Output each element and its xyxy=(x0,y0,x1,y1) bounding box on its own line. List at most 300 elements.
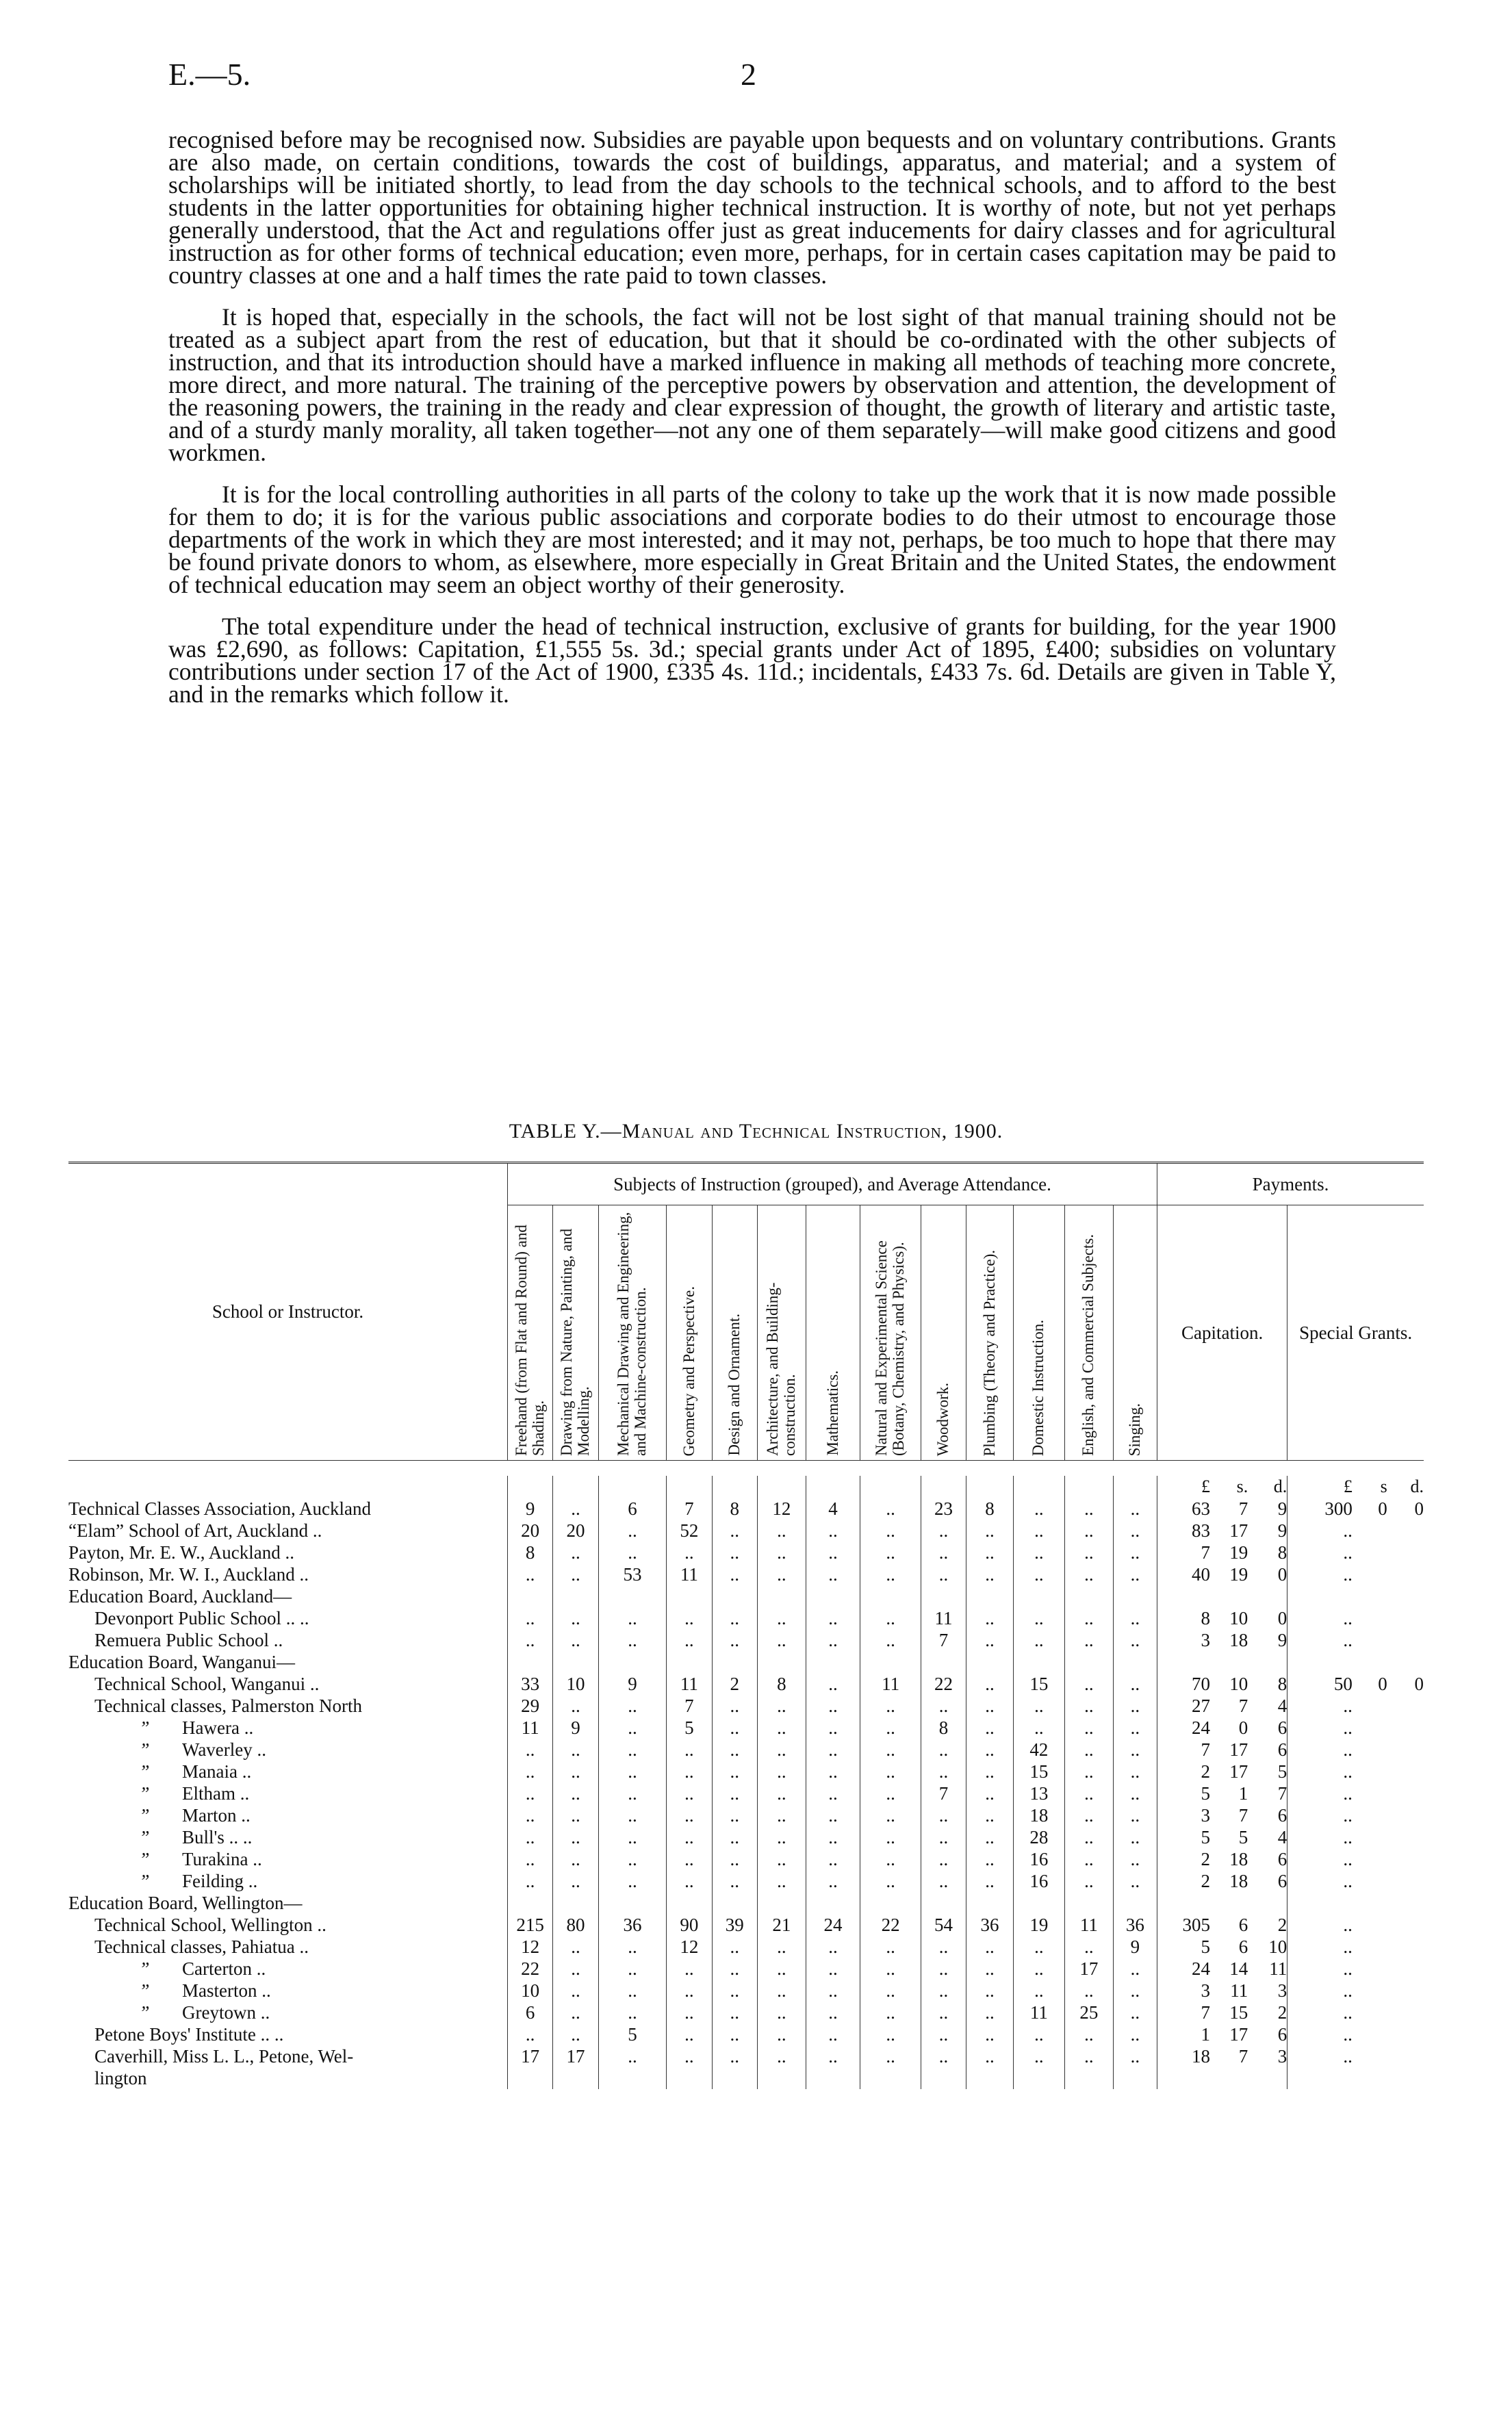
attendance-cell: .. xyxy=(757,1782,806,1804)
table-row xyxy=(68,2002,1424,2023)
special-grant-cell: .. xyxy=(1287,2023,1353,2045)
attendance-cell xyxy=(1064,1651,1113,1673)
attendance-cell: .. xyxy=(806,1848,860,1870)
attendance-cell: .. xyxy=(1064,1695,1113,1717)
table-row xyxy=(68,1651,1424,1673)
special-grants-header: Special Grants. xyxy=(1287,1205,1424,1461)
attendance-cell: .. xyxy=(712,1739,757,1761)
attendance-cell: .. xyxy=(553,1739,598,1761)
capitation-cell xyxy=(1248,1585,1287,1607)
special-grant-cell xyxy=(1353,1958,1387,1980)
capitation-cell: 5 xyxy=(1277,1761,1287,1782)
attendance-cell: .. xyxy=(712,1958,757,1980)
capitation-cell xyxy=(1210,2067,1248,2089)
subject-header-label: Singing. xyxy=(1125,1403,1143,1456)
document-reference: E.—5. xyxy=(168,57,251,92)
attendance-cell: .. xyxy=(806,1717,860,1739)
school-name: Payton, Mr. E. W., Auckland .. xyxy=(68,1542,294,1563)
capitation-cell: 2 xyxy=(1157,1870,1210,1892)
attendance-cell: .. xyxy=(966,1804,1014,1826)
ditto-mark: ” xyxy=(139,1958,150,1979)
attendance-cell: .. xyxy=(757,2045,806,2067)
attendance-cell: .. xyxy=(966,1542,1014,1563)
capitation-cell: 3 xyxy=(1157,1629,1210,1651)
special-grant-cell xyxy=(1353,1651,1387,1673)
attendance-cell xyxy=(921,1585,966,1607)
attendance-cell xyxy=(1064,1892,1113,1914)
attendance-cell: .. xyxy=(507,1848,552,1870)
attendance-cell: 9 xyxy=(598,1673,667,1695)
capitation-cell: 2 xyxy=(1157,1761,1210,1782)
unit-label: £ xyxy=(1157,1476,1210,1498)
attendance-cell: .. xyxy=(1013,1542,1064,1563)
attendance-cell: 8 xyxy=(757,1673,806,1695)
attendance-cell: .. xyxy=(667,2002,712,2023)
attendance-cell: .. xyxy=(598,1607,667,1629)
special-grant-cell xyxy=(1387,1761,1424,1782)
attendance-cell: .. xyxy=(1113,1870,1157,1892)
special-grant-cell: .. xyxy=(1287,1542,1353,1563)
capitation-cell: 8 xyxy=(1277,1673,1287,1694)
attendance-cell: 21 xyxy=(757,1914,806,1936)
attendance-cell: .. xyxy=(966,1629,1014,1651)
attendance-cell xyxy=(598,1651,667,1673)
capitation-cell: 6 xyxy=(1277,1804,1287,1826)
attendance-cell xyxy=(507,1585,552,1607)
special-grant-cell xyxy=(1387,1958,1424,1980)
attendance-cell: .. xyxy=(966,1673,1014,1695)
attendance-cell: .. xyxy=(1013,1498,1064,1520)
capitation-cell: 7 xyxy=(1238,1804,1248,1826)
attendance-cell: .. xyxy=(667,1804,712,1826)
special-grant-cell: 0 xyxy=(1414,1673,1424,1694)
special-grant-cell: .. xyxy=(1287,1761,1353,1782)
attendance-cell: .. xyxy=(860,1542,921,1563)
special-grant-cell xyxy=(1353,1980,1387,2002)
school-name: Remuera Public School .. xyxy=(94,1629,283,1650)
attendance-cell: .. xyxy=(757,2023,806,2045)
attendance-cell: .. xyxy=(712,1870,757,1892)
attendance-cell: 80 xyxy=(553,1914,598,1936)
special-grant-cell xyxy=(1353,1826,1387,1848)
attendance-cell: .. xyxy=(1113,1804,1157,1826)
attendance-cell: .. xyxy=(1113,1739,1157,1761)
attendance-cell: .. xyxy=(553,1958,598,1980)
ditto-mark: ” xyxy=(139,1826,150,1847)
attendance-cell: .. xyxy=(806,1826,860,1848)
attendance-cell: 215 xyxy=(507,1914,552,1936)
special-grant-cell xyxy=(1353,1848,1387,1870)
capitation-cell: 5 xyxy=(1157,1826,1210,1848)
attendance-cell: .. xyxy=(1064,1520,1113,1542)
special-grant-cell: .. xyxy=(1287,1826,1353,1848)
attendance-cell xyxy=(553,1651,598,1673)
school-name-cell xyxy=(68,2067,507,2089)
capitation-cell: 1 xyxy=(1157,2023,1210,2045)
attendance-cell xyxy=(757,1585,806,1607)
special-grant-cell xyxy=(1353,1520,1387,1542)
attendance-cell: .. xyxy=(966,1739,1014,1761)
special-grant-cell: .. xyxy=(1287,2002,1353,2023)
capitation-cell xyxy=(1210,1585,1248,1607)
special-grant-cell xyxy=(1353,2023,1387,2045)
school-name-cell xyxy=(68,1914,507,1936)
capitation-cell: 2 xyxy=(1277,2002,1287,2023)
capitation-cell: 11 xyxy=(1230,1980,1248,2001)
school-name: Petone Boys' Institute .. .. xyxy=(94,2023,284,2045)
attendance-cell: .. xyxy=(1064,2023,1113,2045)
special-grant-cell: .. xyxy=(1287,1739,1353,1761)
attendance-cell: .. xyxy=(921,1870,966,1892)
special-grant-cell: .. xyxy=(1287,1980,1353,2002)
attendance-cell: .. xyxy=(1013,1717,1064,1739)
subject-header xyxy=(921,1205,966,1461)
attendance-cell: .. xyxy=(860,1629,921,1651)
attendance-cell: .. xyxy=(598,1848,667,1870)
capitation-cell: 6 xyxy=(1277,1717,1287,1738)
attendance-cell: .. xyxy=(921,2023,966,2045)
attendance-cell: .. xyxy=(860,2023,921,2045)
table-row xyxy=(68,1761,1424,1782)
school-name-cell xyxy=(68,1520,507,1542)
attendance-cell xyxy=(1113,2067,1157,2089)
attendance-cell: 36 xyxy=(1113,1914,1157,1936)
attendance-cell xyxy=(860,1585,921,1607)
attendance-cell: .. xyxy=(1064,1980,1113,2002)
capitation-cell: 18 xyxy=(1229,1848,1248,1869)
page-header xyxy=(0,56,1512,97)
attendance-cell: 39 xyxy=(712,1914,757,1936)
capitation-cell: 27 xyxy=(1157,1695,1210,1717)
ditto-mark: ” xyxy=(139,1980,150,2001)
attendance-cell xyxy=(712,1892,757,1914)
attendance-cell: .. xyxy=(712,1695,757,1717)
attendance-cell: .. xyxy=(806,2002,860,2023)
subject-header-label: Natural and Experimental Science (Botany, Chemistry, and Physics). xyxy=(873,1240,908,1456)
attendance-cell: .. xyxy=(598,1629,667,1651)
attendance-cell: 11 xyxy=(507,1717,552,1739)
attendance-cell: 4 xyxy=(806,1498,860,1520)
attendance-cell: .. xyxy=(1113,1607,1157,1629)
attendance-cell: .. xyxy=(712,1629,757,1651)
attendance-cell: 36 xyxy=(598,1914,667,1936)
subject-header-label: Mathematics. xyxy=(823,1370,841,1456)
special-grant-cell xyxy=(1287,2067,1353,2089)
attendance-cell: 11 xyxy=(921,1607,966,1629)
capitation-cell xyxy=(1210,1651,1248,1673)
attendance-cell: .. xyxy=(712,2045,757,2067)
attendance-cell: .. xyxy=(757,1804,806,1826)
attendance-cell xyxy=(1113,1651,1157,1673)
school-name: Education Board, Auckland— xyxy=(68,1585,292,1607)
attendance-cell: .. xyxy=(1064,1607,1113,1629)
attendance-cell xyxy=(860,1892,921,1914)
school-name-cell xyxy=(68,1607,507,1629)
special-grant-cell xyxy=(1287,1651,1353,1673)
capitation-cell: 17 xyxy=(1229,1739,1248,1760)
capitation-cell xyxy=(1210,1892,1248,1914)
attendance-cell xyxy=(507,1651,552,1673)
table-row xyxy=(68,1563,1424,1585)
attendance-cell: 17 xyxy=(507,2045,552,2067)
capitation-cell: 2 xyxy=(1157,1848,1210,1870)
attendance-cell: .. xyxy=(667,1826,712,1848)
capitation-cell: 6 xyxy=(1277,2023,1287,2045)
attendance-cell: .. xyxy=(806,1629,860,1651)
special-grant-cell: .. xyxy=(1287,1695,1353,1717)
school-name: Education Board, Wanganui— xyxy=(68,1651,296,1672)
capitation-cell: 7 xyxy=(1157,1739,1210,1761)
table-row xyxy=(68,1848,1424,1870)
unit-label: s xyxy=(1380,1476,1387,1496)
attendance-cell: .. xyxy=(860,1563,921,1585)
attendance-cell: 19 xyxy=(1013,1914,1064,1936)
attendance-cell: 25 xyxy=(1064,2002,1113,2023)
attendance-cell xyxy=(860,2067,921,2089)
attendance-cell: .. xyxy=(667,1870,712,1892)
attendance-cell: 16 xyxy=(1013,1870,1064,1892)
attendance-cell: .. xyxy=(1113,1520,1157,1542)
attendance-cell: .. xyxy=(757,1848,806,1870)
table-row xyxy=(68,1892,1424,1914)
school-name-cell xyxy=(68,1782,507,1804)
attendance-cell: .. xyxy=(860,2045,921,2067)
attendance-cell: .. xyxy=(712,1782,757,1804)
attendance-cell: .. xyxy=(1064,1673,1113,1695)
capitation-cell: 4 xyxy=(1277,1826,1287,1847)
attendance-cell xyxy=(921,1892,966,1914)
attendance-cell: .. xyxy=(806,1520,860,1542)
attendance-cell: .. xyxy=(757,1695,806,1717)
school-name-cell xyxy=(68,1717,507,1739)
special-grant-cell xyxy=(1353,2067,1387,2089)
attendance-cell: .. xyxy=(1064,1870,1113,1892)
special-grant-cell: .. xyxy=(1287,1936,1353,1958)
school-name-cell xyxy=(68,1870,507,1892)
attendance-cell: .. xyxy=(806,1936,860,1958)
school-name: Bull's .. .. xyxy=(182,1826,253,1847)
special-grant-cell xyxy=(1353,1542,1387,1563)
attendance-cell xyxy=(1013,1892,1064,1914)
attendance-cell: .. xyxy=(712,1848,757,1870)
attendance-cell: .. xyxy=(860,1958,921,1980)
attendance-cell: .. xyxy=(712,1717,757,1739)
special-grant-cell: 0 xyxy=(1414,1498,1424,1519)
capitation-cell xyxy=(1157,1892,1210,1914)
capitation-cell: 8 xyxy=(1277,1542,1287,1563)
attendance-cell: .. xyxy=(1013,2045,1064,2067)
capitation-cell: 0 xyxy=(1277,1563,1287,1585)
attendance-cell: 8 xyxy=(966,1498,1014,1520)
attendance-cell: .. xyxy=(1113,2023,1157,2045)
capitation-cell xyxy=(1157,1651,1210,1673)
attendance-cell: .. xyxy=(667,2045,712,2067)
special-grant-cell xyxy=(1387,1980,1424,2002)
attendance-cell: 8 xyxy=(921,1717,966,1739)
attendance-cell xyxy=(921,2067,966,2089)
table-y xyxy=(68,1162,1424,2089)
attendance-cell: .. xyxy=(921,1739,966,1761)
school-name: Manaia .. xyxy=(182,1761,252,1782)
attendance-cell xyxy=(757,2067,806,2089)
special-grant-cell: .. xyxy=(1287,1563,1353,1585)
special-grant-cell xyxy=(1387,1826,1424,1848)
attendance-cell: .. xyxy=(553,1980,598,2002)
attendance-cell: .. xyxy=(1013,1607,1064,1629)
attendance-cell: 52 xyxy=(667,1520,712,1542)
special-grant-cell: .. xyxy=(1287,1914,1353,1936)
special-grant-cell: 300 xyxy=(1287,1498,1353,1520)
capitation-cell: 5 xyxy=(1238,1826,1248,1847)
attendance-cell: .. xyxy=(553,1804,598,1826)
special-grant-cell xyxy=(1353,1629,1387,1651)
table-row xyxy=(68,1826,1424,1848)
special-grant-cell xyxy=(1353,2045,1387,2067)
capitation-cell: 8 xyxy=(1157,1607,1210,1629)
attendance-cell: 10 xyxy=(553,1673,598,1695)
table-row xyxy=(68,1870,1424,1892)
attendance-cell: .. xyxy=(757,1520,806,1542)
capitation-cell: 9 xyxy=(1277,1498,1287,1519)
attendance-cell: .. xyxy=(598,1980,667,2002)
attendance-cell: .. xyxy=(806,1782,860,1804)
attendance-cell: .. xyxy=(1064,1739,1113,1761)
attendance-cell: .. xyxy=(598,1761,667,1782)
special-grant-cell xyxy=(1353,1563,1387,1585)
capitation-cell: 3 xyxy=(1277,1980,1287,2001)
attendance-cell xyxy=(966,1892,1014,1914)
school-name: “Elam” School of Art, Auckland .. xyxy=(68,1520,322,1541)
attendance-cell: .. xyxy=(1064,1848,1113,1870)
attendance-cell: 20 xyxy=(507,1520,552,1542)
subject-header-label: English, and Commercial Subjects. xyxy=(1079,1234,1097,1456)
special-grant-cell xyxy=(1387,1542,1424,1563)
capitation-cell: 7 xyxy=(1238,1498,1248,1519)
attendance-cell: 53 xyxy=(598,1563,667,1585)
attendance-cell: .. xyxy=(860,1695,921,1717)
attendance-cell: 7 xyxy=(921,1782,966,1804)
subject-header xyxy=(1064,1205,1113,1461)
attendance-cell: 17 xyxy=(553,2045,598,2067)
attendance-cell: .. xyxy=(553,2002,598,2023)
school-name-cell xyxy=(68,1585,507,1607)
table-row xyxy=(68,1782,1424,1804)
capitation-cell: 18 xyxy=(1157,2045,1210,2067)
attendance-cell: .. xyxy=(757,1980,806,2002)
attendance-cell: .. xyxy=(1113,1958,1157,1980)
subject-header xyxy=(1013,1205,1064,1461)
table-row xyxy=(68,1695,1424,1717)
subject-header-label: Geometry and Perspective. xyxy=(680,1286,697,1456)
special-grant-cell: .. xyxy=(1287,1717,1353,1739)
attendance-cell: .. xyxy=(1013,1520,1064,1542)
capitation-cell: 15 xyxy=(1229,2002,1248,2023)
attendance-cell: .. xyxy=(598,1782,667,1804)
capitation-cell: 2 xyxy=(1277,1914,1287,1935)
attendance-cell: 9 xyxy=(553,1717,598,1739)
table-row xyxy=(68,1739,1424,1761)
capitation-cell xyxy=(1248,1892,1287,1914)
attendance-cell: 11 xyxy=(860,1673,921,1695)
capitation-cell: 40 xyxy=(1157,1563,1210,1585)
attendance-cell: 7 xyxy=(667,1498,712,1520)
attendance-cell xyxy=(1113,1585,1157,1607)
special-grant-cell xyxy=(1353,1870,1387,1892)
attendance-cell: .. xyxy=(921,1980,966,2002)
units-row xyxy=(68,1476,1424,1498)
capitation-cell: 7 xyxy=(1157,1542,1210,1563)
attendance-cell: 8 xyxy=(712,1498,757,1520)
capitation-cell: 17 xyxy=(1229,1520,1248,1541)
attendance-cell: .. xyxy=(598,1520,667,1542)
attendance-cell: 11 xyxy=(667,1673,712,1695)
special-grant-cell xyxy=(1353,1782,1387,1804)
subject-header-label: Woodwork. xyxy=(934,1382,952,1456)
capitation-cell: 5 xyxy=(1157,1782,1210,1804)
table-row xyxy=(68,2023,1424,2045)
attendance-cell: .. xyxy=(1064,1717,1113,1739)
attendance-cell: .. xyxy=(553,1870,598,1892)
capitation-cell: 6 xyxy=(1277,1870,1287,1891)
capitation-cell: 6 xyxy=(1277,1848,1287,1869)
attendance-cell: 16 xyxy=(1013,1848,1064,1870)
special-grant-cell: 0 xyxy=(1378,1673,1387,1694)
attendance-cell: .. xyxy=(806,2045,860,2067)
capitation-cell xyxy=(1157,1585,1210,1607)
attendance-cell: .. xyxy=(1064,1804,1113,1826)
attendance-cell: .. xyxy=(1113,1563,1157,1585)
attendance-cell: .. xyxy=(921,1804,966,1826)
subject-header xyxy=(507,1205,552,1461)
special-grant-cell xyxy=(1353,1717,1387,1739)
table-title-caps: Manual and Technical Instruction xyxy=(622,1120,942,1142)
attendance-cell: 6 xyxy=(507,2002,552,2023)
attendance-cell: 11 xyxy=(1064,1914,1113,1936)
attendance-cell xyxy=(1064,2067,1113,2089)
subject-header xyxy=(598,1205,667,1461)
subject-header xyxy=(712,1205,757,1461)
attendance-cell: 9 xyxy=(507,1498,552,1520)
special-grant-cell xyxy=(1387,1804,1424,1826)
attendance-cell: .. xyxy=(860,1782,921,1804)
attendance-cell xyxy=(712,2067,757,2089)
capitation-cell: 0 xyxy=(1238,1717,1248,1738)
attendance-cell: 6 xyxy=(598,1498,667,1520)
school-name: Education Board, Wellington— xyxy=(68,1892,303,1913)
special-grant-cell: .. xyxy=(1287,1848,1353,1870)
special-grant-cell xyxy=(1353,1585,1387,1607)
attendance-cell: .. xyxy=(806,1980,860,2002)
attendance-cell: .. xyxy=(1113,1980,1157,2002)
attendance-cell xyxy=(667,2067,712,2089)
special-grant-cell xyxy=(1387,1563,1424,1585)
special-grant-cell: .. xyxy=(1287,1629,1353,1651)
attendance-cell: .. xyxy=(553,1848,598,1870)
attendance-cell: .. xyxy=(1113,1498,1157,1520)
attendance-cell: .. xyxy=(1013,2023,1064,2045)
unit-label: £ xyxy=(1287,1476,1353,1498)
attendance-cell: .. xyxy=(860,1980,921,2002)
attendance-cell: .. xyxy=(966,1848,1014,1870)
capitation-cell: 7 xyxy=(1157,2002,1210,2023)
special-grant-cell xyxy=(1353,1607,1387,1629)
attendance-cell: .. xyxy=(921,1695,966,1717)
capitation-cell: 7 xyxy=(1277,1782,1287,1804)
paragraph: recognised before may be recognised now. Subsidies are payable upon bequests and on voluntary contributions. Grants are also made, on certain conditions, towards the cost of buildings, apparatus, and material; and a system of scholarships will be initiated shortly, to lead from the day schools to the technical schools, and to afford to the best students in the latter opportunities for obtaining higher technical instruction. It is worthy of note, but not yet perhaps generally understood, that the Act and regulations offer just as great inducements for dairy classes and for agricultural instruction as for other forms of technical education; even more, perhaps, for in certain cases capitation may be paid to country classes at one and a half times the rate paid to town classes. xyxy=(168,126,1336,289)
attendance-cell: .. xyxy=(1113,1782,1157,1804)
table-row xyxy=(68,1607,1424,1629)
capitation-cell: 5 xyxy=(1157,1936,1210,1958)
